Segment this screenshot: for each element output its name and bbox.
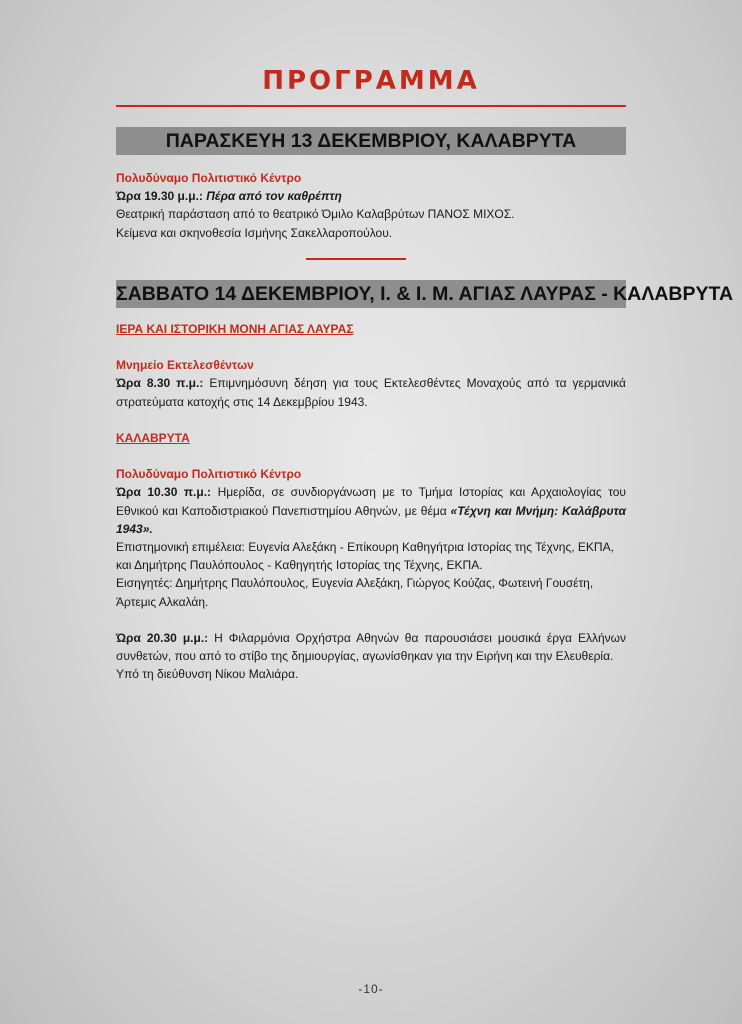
section-heading-kalavryta: ΚΑΛΑΒΡΥΤΑ [116, 431, 190, 445]
conference-text: Ημερίδα, σε συνδιοργάνωση με το Τμήμα Ιστορίας και Αρχαιολογίας του Εθνικού και Καποδιστριακού Πανεπιστημίου Αθηνών, με θέμα [116, 485, 626, 518]
saturday-monastery-section [116, 320, 626, 411]
concert-conductor: Υπό τη διεύθυνση Νίκου Μαλιάρα. [116, 667, 299, 682]
page-number: -10- [358, 982, 384, 996]
saturday-kalavryta-section [116, 429, 626, 683]
section-divider [306, 258, 406, 260]
friday-event-title: Πέρα από τον καθρέπτη [206, 189, 342, 204]
memorial-venue: Μνημείο Εκτελεσθέντων [116, 358, 254, 373]
day-banner-friday: ΠΑΡΑΣΚΕΥΗ 13 ΔΕΚΕΜΒΡΙΟΥ, ΚΑΛΑΒΡΥΤΑ [116, 127, 626, 155]
conference-venue: Πολυδύναμο Πολιτιστικό Κέντρο [116, 467, 302, 482]
friday-venue: Πολυδύναμο Πολιτιστικό Κέντρο [116, 171, 302, 185]
memorial-time: Ώρα 8.30 π.μ.: [116, 376, 204, 391]
day-banner-saturday: ΣΑΒΒΑΤΟ 14 ΔΕΚΕΜΒΡΙΟΥ, Ι. & Ι. Μ. ΑΓΙΑΣ ΛΑΥΡΑΣ - ΚΑΛΑΒΡΥΤΑ [116, 280, 626, 308]
conference-time: Ώρα 10.30 π.μ.: [116, 485, 212, 500]
title-divider [116, 105, 626, 107]
conference-theme: «Τέχνη και Μνήμη: Καλάβρυτα 1943». [116, 503, 626, 536]
section-heading-monastery: ΙΕΡΑ ΚΑΙ ΙΣΤΟΡΙΚΗ ΜΟΝΗ ΑΓΙΑΣ ΛΑΥΡΑΣ [116, 322, 354, 336]
concert-text: Η Φιλαρμόνια Ορχήστρα Αθηνών θα παρουσιάσει μουσικά έργα Ελλήνων συνθετών, που από το στίβο της δημιουργίας, αγωνίσθηκαν για την Ειρήνη και την Ελευθερία. [116, 630, 626, 664]
concert-time: Ώρα 20.30 μ.μ.: [116, 630, 209, 645]
friday-time: Ώρα 19.30 μ.μ.: [116, 189, 203, 204]
memorial-text: Επιμνημόσυνη δέηση για τους Εκτελεσθέντες Μοναχούς από τα γερμανικά στρατεύματα κατοχής στις 14 Δεκεμβρίου 1943. [116, 376, 626, 409]
friday-event [116, 169, 626, 242]
page-title: ΠΡΟΓΡΑΜΜΑ [262, 66, 480, 96]
conference-speakers: Εισηγητές: Δημήτρης Παυλόπουλος, Ευγενία Αλεξάκη, Γιώργος Κούζας, Φωτεινή Γουσέτη, Άρτεμις Αλκαλάη. [116, 576, 594, 609]
conference-editors: Επιστημονική επιμέλεια: Ευγενία Αλεξάκη - Επίκουρη Καθηγήτρια Ιστορίας της Τέχνης, ΕΚΠΑ, και Δημήτρης Παυλόπουλος - Καθηγητής Ιστορίας της Τέχνης, ΕΚΠΑ. [116, 540, 614, 573]
friday-description: Θεατρική παράσταση από το θεατρικό Όμιλο Καλαβρύτων ΠΑΝΟΣ ΜΙΧΟΣ. [116, 207, 515, 222]
friday-credits: Κείμενα και σκηνοθεσία Ισμήνης Σακελλαροπούλου. [116, 225, 393, 240]
